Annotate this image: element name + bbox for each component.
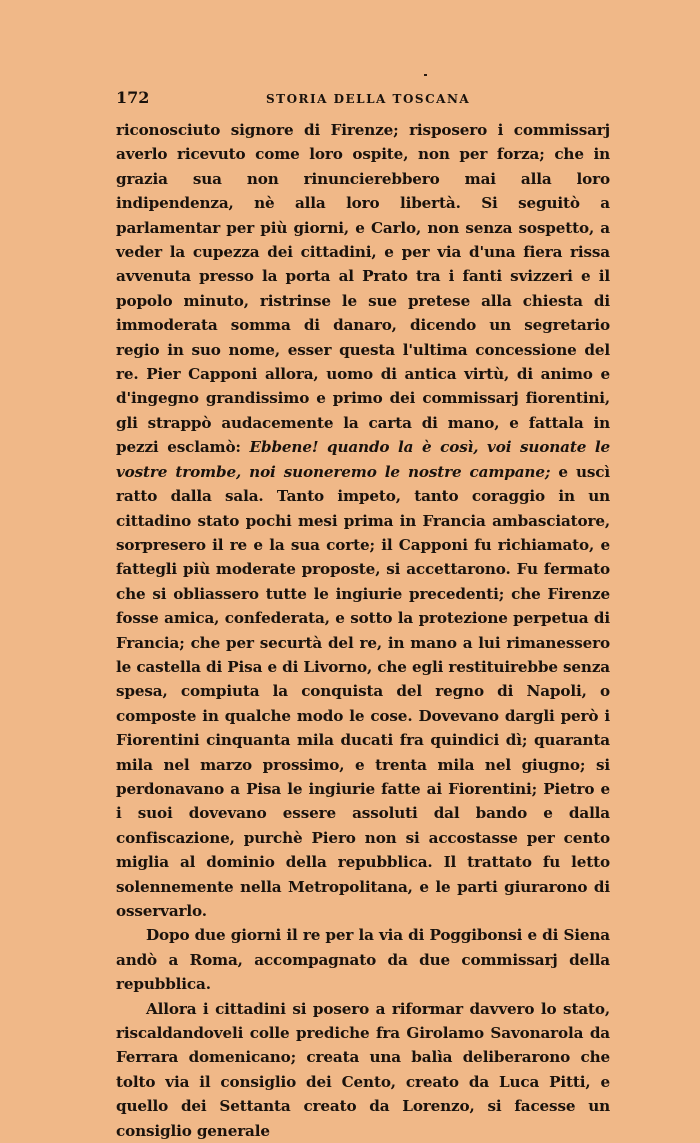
running-title: STORIA DELLA TOSCANA <box>266 92 471 106</box>
page-header <box>116 88 610 114</box>
body-text <box>116 118 610 1143</box>
capponi-quote: Ebbene! quando la è così, voi suonate le vostre trombe, noi suoneremo le nostre campane; <box>116 438 610 481</box>
paragraph-1 <box>116 118 610 923</box>
ink-speck <box>424 74 427 76</box>
paragraph-3: Allora i cittadini si posero a riformar davvero lo stato, riscaldandoveli colle prediche fra Girolamo Savonarola da Ferrara domenicano; creata una balìa deliberarono che tolto via il consiglio dei Cento, creato da Luca Pitti, e quello dei Settanta creato da Lorenzo, si facesse un consiglio generale <box>116 999 610 1140</box>
paragraph-1-text-b: e uscì ratto dalla sala. Tanto impeto, tanto coraggio in un cittadino stato pochi mesi prima in Francia ambasciatore, sorpresero il re e la sua corte; il Capponi fu richiamato, e fattegli più moderate proposte, si accettarono. Fu fermato che si obliassero tutte le ingiurie precedenti; che Firenze fosse amica, confederata, e sotto la protezione perpetua di Francia; che per securtà del re, in mano a lui rimanessero le castella di Pisa e di Livorno, che egli restituirebbe senza spesa, compiuta la conquista del regno di Napoli, o composte in qualche modo le cose. Dovevano dargli però i Fiorentini cinquanta mila ducati fra quindici dì; quaranta mila nel marzo prossimo, e trenta mila nel giugno; si perdonavano a Pisa le ingiurie fatte ai Fiorentini; Pietro e i suoi dovevano essere assoluti dal bando e dalla confiscazione, purchè Piero non si accostasse per cento miglia al dominio della repubblica. Il trattato fu letto solennemente nella Metropolitana, e le parti giurarono di osservarlo. <box>116 462 610 920</box>
paragraph-1-text-a: riconosciuto signore di Firenze; risposero i commissarj averlo ricevuto come loro ospite, non per forza; che in grazia sua non rinuncierebbero mai alla loro indipendenza, nè alla loro libertà. Si seguitò a parlamentar per più giorni, e Carlo, non senza sospetto, a veder la cupezza dei cittadini, e per via d'una fiera rissa avvenuta presso la porta al Prato tra i fanti svizzeri e il popolo minuto, ristrinse le sue pretese alla chiesta di immoderata somma di danaro, dicendo un segretario regio in suo nome, esser questa l'ultima concessione del re. Pier Capponi allora, uomo di antica virtù, di animo e d'ingegno grandissimo e primo dei commissarj fiorentini, gli strappò audacemente la carta di mano, e fattala in pezzi esclamò: <box>116 121 610 457</box>
page-number: 172 <box>116 88 150 107</box>
paragraph-2: Dopo due giorni il re per la via di Poggibonsi e di Siena andò a Roma, accompagnato da due commissarj della repubblica. <box>116 926 610 994</box>
